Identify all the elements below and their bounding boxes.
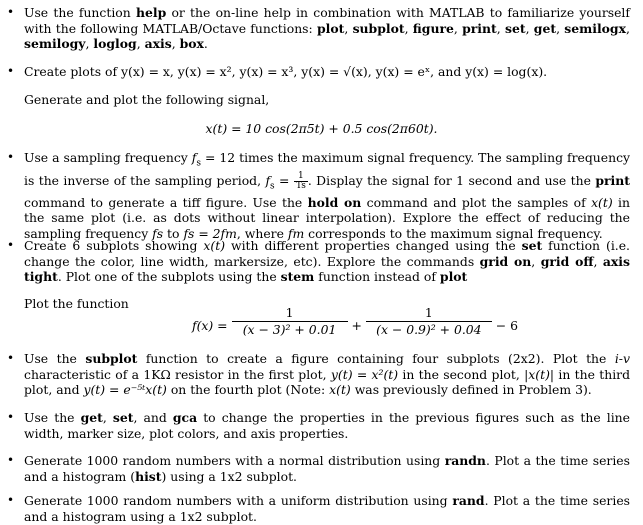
bullet-8: • [7,493,15,507]
text: was previously defined in Problem 3). [350,382,592,397]
kw-loglog: loglog [93,36,137,51]
sep: , [344,20,353,36]
item-sampling [24,150,630,241]
sep: , [556,20,565,36]
kw-randn: randn [444,453,486,468]
bullet-6: • [7,410,15,424]
kw-set: set [112,410,134,425]
eq-lhs: f(x) = [192,317,228,333]
text: or the on-line help in combination with MATLAB to familiarize yourself with the following MATLAB/Octave functions: [24,5,630,36]
kw-gca: gca [172,410,198,425]
kw-rand: rand [452,493,485,508]
sep: , [531,253,541,269]
kw-print: print [462,20,497,36]
text: Use a sampling frequency [24,150,192,165]
kw-semilogy: semilogy [24,36,86,51]
text: command and plot the samples of [361,194,592,210]
text: function to create a figure containing four subplots (2x2). Plot the [137,351,615,366]
text: = [274,172,294,188]
kw-semilogx: semilogx [564,20,626,36]
item-create-plots: Create plots of y(x) = x, y(x) = x², y(x) = x³, y(x) = √(x), y(x) = eˣ, and y(x) = log(x). [24,64,548,79]
kw-stem: stem [280,269,315,284]
kw-subplot: subplot [85,351,138,366]
text: Create 6 subplots showing [24,238,204,253]
kw-figure: figure [412,20,454,36]
sep: , [496,20,505,36]
plot-function-text: Plot the function [24,296,129,311]
text: ) using a 1x2 subplot. [161,468,297,484]
kw-get: get [80,410,103,425]
sep: , [525,20,534,36]
math: y(t) = e⁻⁵ᵗx(t) [83,382,167,397]
bullet-3: • [7,150,15,164]
bullet-1: • [7,5,15,19]
text: , and [133,410,173,425]
item-randn [24,453,630,484]
kw-hold-on: hold on [307,194,362,210]
frac-den: (x − 3)² + 0.01 [242,321,337,337]
sep: , [102,410,113,425]
text: function (i.e. change the color, line width, markersize, etc). Explore the commands [24,238,630,269]
text: . Plot a the time series and a histogram ( [24,453,630,484]
kw-help: help [135,5,167,20]
text: Generate 1000 random numbers with a normal distribution using [24,453,445,468]
text: to change the properties in the previous figures such as the line width, marker size, plot colors, and axis properties. [24,410,630,441]
frac-num: 1 [232,305,348,322]
kw-get: get [533,20,557,36]
sep: , [625,20,630,36]
frac-den: Ts [295,180,306,191]
kw-axis: axis [144,36,172,51]
math: x(t) [329,382,351,397]
kw-axis-tight: axis tight [24,253,630,284]
item-get-set [24,410,630,441]
fraction-2 [366,305,492,337]
frac-num: 1 [366,305,492,322]
item-functions [24,5,630,52]
text: to [163,225,184,241]
sep: , [593,253,603,269]
math: |x(t)| [524,366,555,382]
math: fs = 2fm [183,225,237,241]
sep: , [171,36,180,51]
frac-num: 1 [294,172,308,182]
eq-tail: − 6 [495,317,518,333]
math: y(t) = x²(t) [330,366,399,382]
text: . Plot one of the subplots using the [57,269,281,284]
kw-plot: plot [439,269,468,284]
text: function instead of [314,269,440,284]
generate-signal-text: Generate and plot the following signal, [24,92,270,107]
kw-grid-off: grid off [540,253,594,269]
eq-plus: + [351,317,362,333]
text: , where [236,225,288,241]
kw-set: set [504,20,526,36]
text: . Display the signal for 1 second and use the [307,172,596,188]
math: x(t) [203,238,226,253]
math-sub: s [270,181,275,192]
text: in the same plot (i.e. as dots without linear interpolation). Explore the effect of reducing the sampling frequency [24,194,631,241]
text: command to generate a tiff figure. Use the [24,194,308,210]
math: x(t) [591,194,613,210]
text: Generate 1000 random numbers with a uniform distribution using [24,493,453,508]
text: with different properties changed using the [225,238,522,253]
kw-grid-on: grid on [479,253,532,269]
math: f [191,150,197,165]
equation-text: x(t) = 10 cos(2π5t) + 0.5 cos(2π60t). [205,121,438,136]
sep: , [453,20,463,36]
text: on the fourth plot (Note: [166,382,330,397]
kw-plot: plot [316,20,345,36]
text: Use the [24,351,86,366]
sep: . [203,36,208,51]
function-equation [192,305,518,337]
sep: , [85,36,94,51]
sep: , [404,20,413,36]
frac-den: (x − 0.9)² + 0.04 [376,321,482,337]
kw-subplot: subplot [352,20,405,36]
kw-print: print [595,172,630,188]
text: Use the [24,410,81,425]
bullet-5: • [7,351,15,365]
kw-hist: hist [135,468,162,484]
text: corresponds to the maximum signal frequency. [304,225,603,241]
bullet-7: • [7,453,15,467]
text: in the second plot, [398,366,525,382]
text: = 12 times the maximum signal frequency. The sampling frequency is the inverse of the sampling period, [24,150,631,188]
item-rand [24,493,630,524]
math-sub: s [196,158,201,169]
math: f [265,172,271,188]
item-subplot-four [24,351,630,398]
math: i-v [614,351,630,366]
kw-box: box [179,36,204,51]
math: fs [152,225,164,241]
signal-equation [0,121,643,137]
bullet-2: • [7,64,15,78]
math: fm [287,225,305,241]
bullet-4: • [7,238,15,252]
text: in the third plot, and [24,366,631,397]
text: Use the function [24,5,136,20]
sep: , [136,36,145,51]
text: . Plot a the time series and a histogram using a 1x2 subplot. [24,493,631,524]
fraction-1 [232,305,348,337]
fraction [294,172,308,191]
item-subplots [24,238,630,285]
kw-set: set [521,238,543,253]
text: characteristic of a 1KΩ resistor in the first plot, [24,366,331,382]
